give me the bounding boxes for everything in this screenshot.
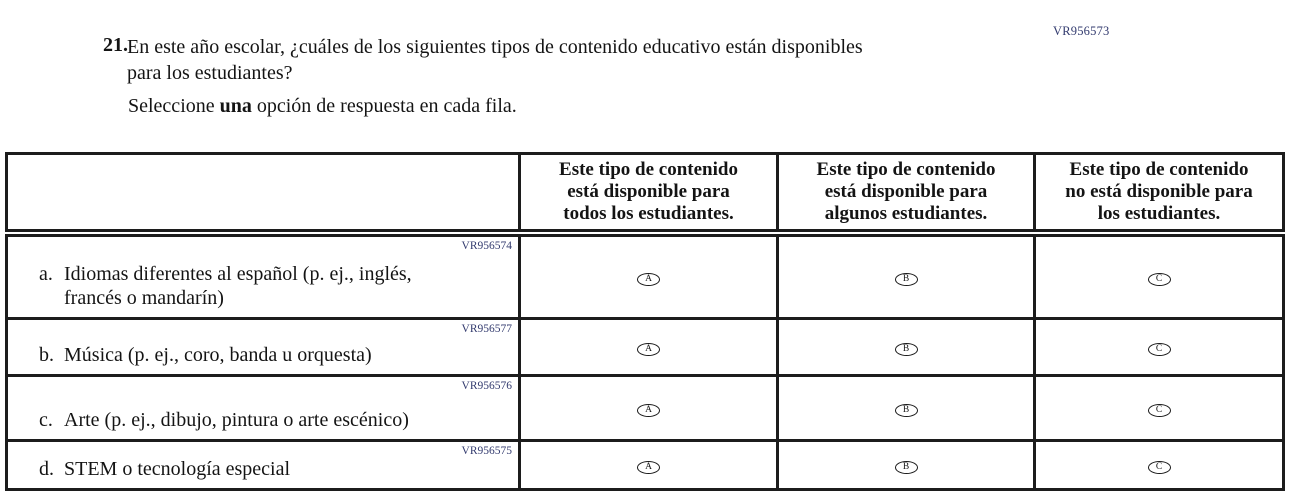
row-label-a [7, 233, 520, 319]
row-c-text: Arte (p. ej., dibujo, pintura o arte escénico) [64, 409, 409, 431]
row-c-letter: c. [39, 409, 53, 431]
instruction-bold: una [219, 95, 252, 117]
row-d-text: STEM o tecnología especial [64, 458, 291, 480]
bubble-row-a-option-a[interactable]: A [637, 273, 660, 286]
row-label-c [7, 376, 520, 441]
cell-a-option-b [778, 233, 1035, 319]
cell-b-option-c [1035, 319, 1284, 376]
cell-c-option-a [520, 376, 778, 441]
bubble-row-a-option-c[interactable]: C [1148, 273, 1171, 286]
response-table [5, 152, 1285, 491]
bubble-row-c-option-a[interactable]: A [637, 404, 660, 417]
row-a-vr-code: VR956574 [461, 240, 512, 252]
cell-a-option-a [520, 233, 778, 319]
table-row-b [7, 319, 1284, 376]
cell-b-option-a [520, 319, 778, 376]
question-vr-code: VR956573 [1053, 24, 1110, 38]
table-row-c [7, 376, 1284, 441]
bubble-row-b-option-c[interactable]: C [1148, 343, 1171, 356]
bubble-row-a-option-b[interactable]: B [895, 273, 918, 286]
row-label-d [7, 441, 520, 490]
cell-c-option-b [778, 376, 1035, 441]
question-number: 21. [103, 34, 128, 56]
row-b-vr-code: VR956577 [461, 323, 512, 335]
row-b-letter: b. [39, 344, 54, 366]
cell-d-option-a [520, 441, 778, 490]
bubble-row-b-option-b[interactable]: B [895, 343, 918, 356]
row-b-text: Música (p. ej., coro, banda u orquesta) [64, 344, 372, 366]
question-text: En este año escolar, ¿cuáles de los siguientes tipos de contenido educativo están disponibles para los estudiantes? [127, 36, 863, 84]
cell-d-option-c [1035, 441, 1284, 490]
cell-c-option-c [1035, 376, 1284, 441]
bubble-row-d-option-b[interactable]: B [895, 461, 918, 474]
bubble-row-c-option-c[interactable]: C [1148, 404, 1171, 417]
bubble-row-c-option-b[interactable]: B [895, 404, 918, 417]
table-row-d [7, 441, 1284, 490]
row-d-vr-code: VR956575 [461, 445, 512, 457]
header-row [7, 154, 1284, 234]
cell-b-option-b [778, 319, 1035, 376]
row-d-letter: d. [39, 458, 54, 480]
table-row-a [7, 233, 1284, 319]
column-header-not-available: Este tipo de contenido no está disponible para los estudiantes. [1035, 154, 1284, 234]
row-c-vr-code: VR956576 [461, 380, 512, 392]
row-a-text: Idiomas diferentes al español (p. ej., inglés, [64, 263, 412, 285]
header-empty-cell [7, 154, 520, 234]
question-instruction [128, 95, 517, 118]
cell-a-option-c [1035, 233, 1284, 319]
row-a-letter: a. [39, 263, 53, 285]
bubble-row-d-option-a[interactable]: A [637, 461, 660, 474]
instruction-pre: Seleccione [128, 95, 220, 117]
row-a-text-line2: francés o mandarín) [64, 287, 224, 309]
bubble-row-b-option-a[interactable]: A [637, 343, 660, 356]
column-header-some-students: Este tipo de contenido está disponible para algunos estudiantes. [778, 154, 1035, 234]
bubble-row-d-option-c[interactable]: C [1148, 461, 1171, 474]
instruction-post: opción de respuesta en cada fila. [251, 95, 517, 117]
row-label-b [7, 319, 520, 376]
cell-d-option-b [778, 441, 1035, 490]
column-header-all-students: Este tipo de contenido está disponible para todos los estudiantes. [520, 154, 778, 234]
